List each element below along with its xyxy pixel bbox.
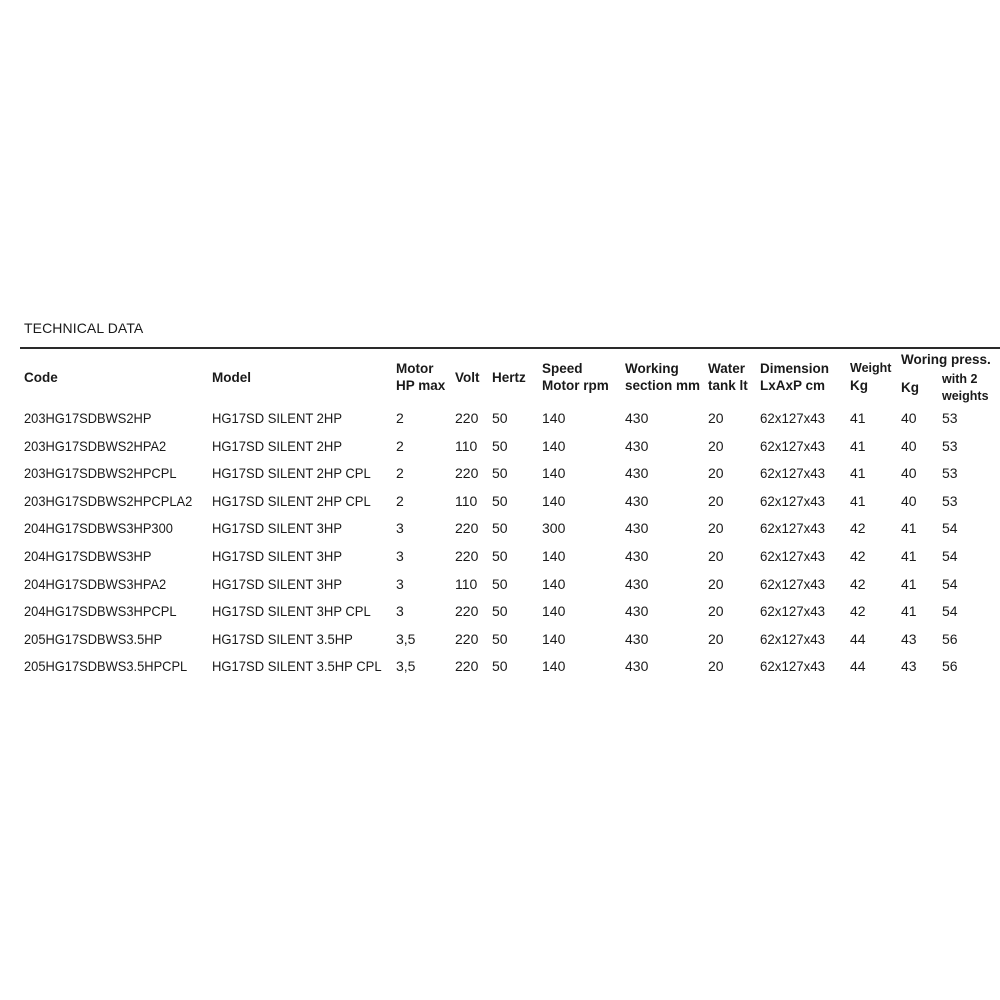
cell-working-section: 430 [625,658,649,674]
cell-model: HG17SD SILENT 3.5HP [212,631,353,647]
cell-weight: 41 [850,493,866,509]
cell-code: 204HG17SDBWS3HP [24,548,152,564]
cell-weight: 42 [850,576,866,592]
cell-working-section: 430 [625,548,649,564]
header-water-line2: tank lt [708,378,748,393]
cell-water-tank: 20 [708,548,724,564]
cell-speed: 140 [542,410,566,426]
cell-speed: 140 [542,548,566,564]
header-model: Model [212,370,251,385]
cell-woring-with2: 54 [942,548,958,564]
cell-motor-hp: 2 [396,410,404,426]
cell-volt: 220 [455,631,479,647]
cell-volt: 220 [455,658,479,674]
cell-water-tank: 20 [708,576,724,592]
cell-speed: 140 [542,576,566,592]
cell-dimension: 62x127x43 [760,603,826,619]
header-motor-line2: HP max [396,378,446,393]
cell-working-section: 430 [625,631,649,647]
cell-hertz: 50 [492,548,508,564]
cell-speed: 140 [542,465,566,481]
cell-motor-hp: 3 [396,548,404,564]
cell-woring-kg: 40 [901,410,917,426]
cell-woring-kg: 43 [901,658,917,674]
header-weight-line1: Weight [850,361,892,375]
cell-dimension: 62x127x43 [760,658,826,674]
header-woring-press: Woring press. [901,352,991,367]
header-code: Code [24,370,58,385]
cell-code: 203HG17SDBWS2HPCPLA2 [24,493,193,509]
cell-weight: 41 [850,410,866,426]
cell-volt: 220 [455,465,479,481]
cell-weight: 42 [850,603,866,619]
cell-woring-kg: 40 [901,438,917,454]
cell-hertz: 50 [492,658,508,674]
cell-speed: 300 [542,520,566,536]
cell-woring-with2: 53 [942,465,958,481]
cell-code: 205HG17SDBWS3.5HPCPL [24,658,188,674]
cell-woring-with2: 54 [942,576,958,592]
cell-hertz: 50 [492,465,508,481]
cell-weight: 42 [850,520,866,536]
cell-water-tank: 20 [708,631,724,647]
cell-working-section: 430 [625,493,649,509]
header-working-line2: section mm [625,378,701,393]
cell-code: 205HG17SDBWS3.5HP [24,631,163,647]
cell-motor-hp: 2 [396,438,404,454]
cell-woring-with2: 53 [942,438,958,454]
cell-volt: 220 [455,410,479,426]
cell-water-tank: 20 [708,465,724,481]
cell-woring-with2: 56 [942,658,958,674]
cell-model: HG17SD SILENT 2HP CPL [212,493,371,509]
cell-volt: 110 [455,493,478,509]
header-dimension-line2: LxAxP cm [760,378,826,393]
cell-dimension: 62x127x43 [760,548,826,564]
cell-woring-with2: 54 [942,603,958,619]
cell-hertz: 50 [492,410,508,426]
cell-woring-kg: 41 [901,520,917,536]
cell-model: HG17SD SILENT 3HP CPL [212,603,371,619]
cell-working-section: 430 [625,520,649,536]
cell-woring-kg: 43 [901,631,917,647]
cell-working-section: 430 [625,576,649,592]
cell-motor-hp: 3 [396,603,404,619]
cell-volt: 220 [455,520,479,536]
cell-hertz: 50 [492,438,508,454]
cell-code: 203HG17SDBWS2HP [24,410,152,426]
cell-model: HG17SD SILENT 2HP [212,410,343,426]
cell-model: HG17SD SILENT 2HP CPL [212,465,371,481]
header-water-line1: Water [708,361,746,376]
cell-model: HG17SD SILENT 3HP [212,576,343,592]
cell-volt: 110 [455,438,478,454]
cell-model: HG17SD SILENT 3HP [212,520,343,536]
cell-weight: 44 [850,631,866,647]
cell-speed: 140 [542,493,566,509]
header-dimension-line1: Dimension [760,361,830,376]
cell-hertz: 50 [492,493,508,509]
cell-woring-with2: 56 [942,631,958,647]
header-woring-kg: Kg [901,380,919,395]
cell-woring-kg: 40 [901,493,917,509]
cell-model: HG17SD SILENT 2HP [212,438,343,454]
cell-weight: 41 [850,438,866,454]
cell-hertz: 50 [492,576,508,592]
header-woring-with2-line2: weights [942,389,989,403]
cell-water-tank: 20 [708,493,724,509]
cell-water-tank: 20 [708,658,724,674]
cell-dimension: 62x127x43 [760,520,826,536]
cell-hertz: 50 [492,520,508,536]
cell-dimension: 62x127x43 [760,465,826,481]
header-rule [20,347,1000,349]
cell-woring-kg: 41 [901,576,917,592]
cell-dimension: 62x127x43 [760,493,826,509]
cell-speed: 140 [542,631,566,647]
cell-water-tank: 20 [708,520,724,536]
cell-dimension: 62x127x43 [760,438,826,454]
cell-code: 204HG17SDBWS3HP300 [24,520,173,536]
cell-code: 203HG17SDBWS2HPA2 [24,438,167,454]
cell-motor-hp: 3 [396,520,404,536]
cell-weight: 44 [850,658,866,674]
cell-hertz: 50 [492,631,508,647]
cell-woring-kg: 40 [901,465,917,481]
cell-code: 203HG17SDBWS2HPCPL [24,465,177,481]
cell-water-tank: 20 [708,438,724,454]
header-weight-line2: Kg [850,378,868,393]
header-speed-line1: Speed [542,361,583,376]
header-working-line1: Working [625,361,679,376]
header-woring-with2-line1: with 2 [942,372,978,386]
header-volt: Volt [455,370,480,385]
cell-working-section: 430 [625,465,649,481]
cell-woring-with2: 53 [942,493,958,509]
cell-dimension: 62x127x43 [760,410,826,426]
cell-working-section: 430 [625,438,649,454]
cell-motor-hp: 2 [396,465,404,481]
cell-dimension: 62x127x43 [760,631,826,647]
cell-woring-kg: 41 [901,603,917,619]
cell-model: HG17SD SILENT 3.5HP CPL [212,658,382,674]
cell-speed: 140 [542,603,566,619]
header-hertz: Hertz [492,370,526,385]
cell-hertz: 50 [492,603,508,619]
cell-volt: 220 [455,548,479,564]
header-motor-line1: Motor [396,361,434,376]
cell-model: HG17SD SILENT 3HP [212,548,343,564]
section-title: TECHNICAL DATA [24,320,144,336]
cell-speed: 140 [542,658,566,674]
cell-weight: 41 [850,465,866,481]
cell-speed: 140 [542,438,566,454]
cell-code: 204HG17SDBWS3HPA2 [24,576,167,592]
cell-dimension: 62x127x43 [760,576,826,592]
cell-volt: 110 [455,576,478,592]
cell-water-tank: 20 [708,410,724,426]
cell-motor-hp: 2 [396,493,404,509]
cell-motor-hp: 3 [396,576,404,592]
cell-motor-hp: 3,5 [396,631,416,647]
cell-woring-kg: 41 [901,548,917,564]
cell-weight: 42 [850,548,866,564]
cell-woring-with2: 53 [942,410,958,426]
cell-working-section: 430 [625,603,649,619]
cell-code: 204HG17SDBWS3HPCPL [24,603,177,619]
header-speed-line2: Motor rpm [542,378,609,393]
cell-water-tank: 20 [708,603,724,619]
cell-working-section: 430 [625,410,649,426]
cell-volt: 220 [455,603,479,619]
cell-motor-hp: 3,5 [396,658,416,674]
cell-woring-with2: 54 [942,520,958,536]
